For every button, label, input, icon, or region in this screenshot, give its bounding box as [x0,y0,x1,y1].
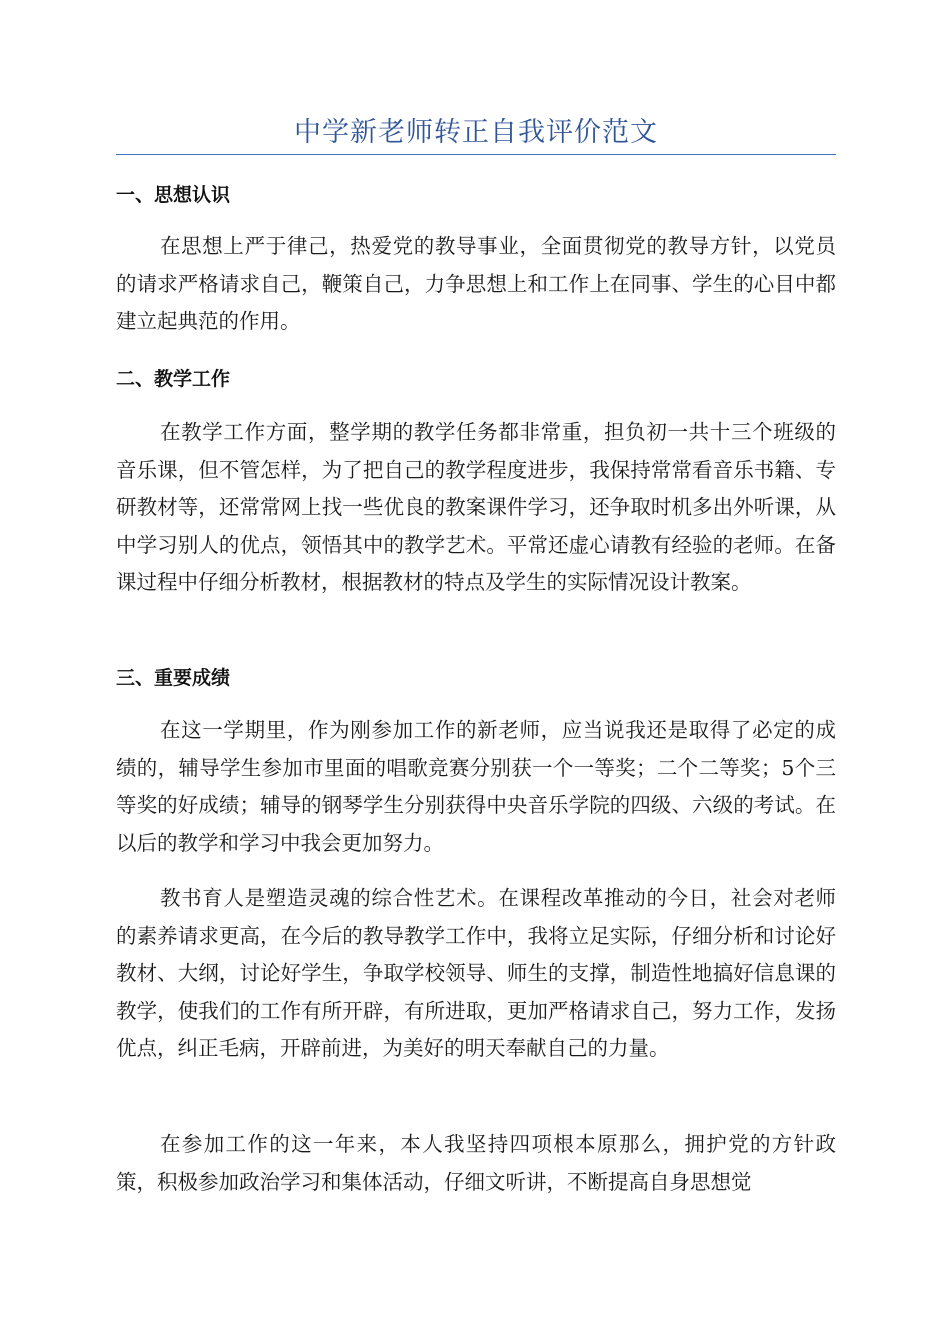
paragraph-achievements: 在这一学期里，作为刚参加工作的新老师，应当说我还是取得了必定的成绩的，辅导学生参加市里面的唱歌竞赛分别获一个一等奖；二个二等奖；5个三等奖的好成绩；辅导的钢琴学生分别获得中央音乐学院的四级、六级的考试。在以后的教学和学习中我会更加努力。 [116,718,836,855]
paragraph-thought: 在思想上严于律己，热爱党的教导事业，全面贯彻党的教导方针，以党员的请求严格请求自己，鞭策自己，力争思想上和工作上在同事、学生的心目中都建立起典范的作用。 [116,234,836,333]
paragraph-teaching: 在教学工作方面，整学期的教学任务都非常重，担负初一共十三个班级的音乐课，但不管怎样，为了把自己的教学程度进步，我保持常常看音乐书籍、专研教材等，还常常网上找一些优良的教案课件学习，还争取时机多出外听课，从中学习别人的优点，领悟其中的教学艺术。平常还虚心请教有经验的老师。在备课过程中仔细分析教材，根据教材的特点及学生的实际情况设计教案。 [116,420,836,594]
paragraph-work-year: 在参加工作的这一年来，本人我坚持四项根本原那么，拥护党的方针政策，积极参加政治学习和集体活动，仔细文听讲，不断提高自身思想觉 [116,1132,836,1194]
title-underline [116,154,836,155]
section-heading-achievements: 三、重要成绩 [116,667,231,689]
section-heading-thought: 一、思想认识 [116,184,231,206]
section-heading-teaching: 二、教学工作 [116,368,231,390]
paragraph-education: 教书育人是塑造灵魂的综合性艺术。在课程改革推动的今日，社会对老师的素养请求更高，在今后的教导教学工作中，我将立足实际，仔细分析和讨论好教材、大纲，讨论好学生，争取学校领导、师生的支撑，制造性地搞好信息课的教学，使我们的工作有所开辟，有所进取，更加严格请求自己，努力工作，发扬优点，纠正毛病，开辟前进，为美好的明天奉献自己的力量。 [116,886,836,1060]
document-title: 中学新老师转正自我评价范文 [294,117,658,148]
